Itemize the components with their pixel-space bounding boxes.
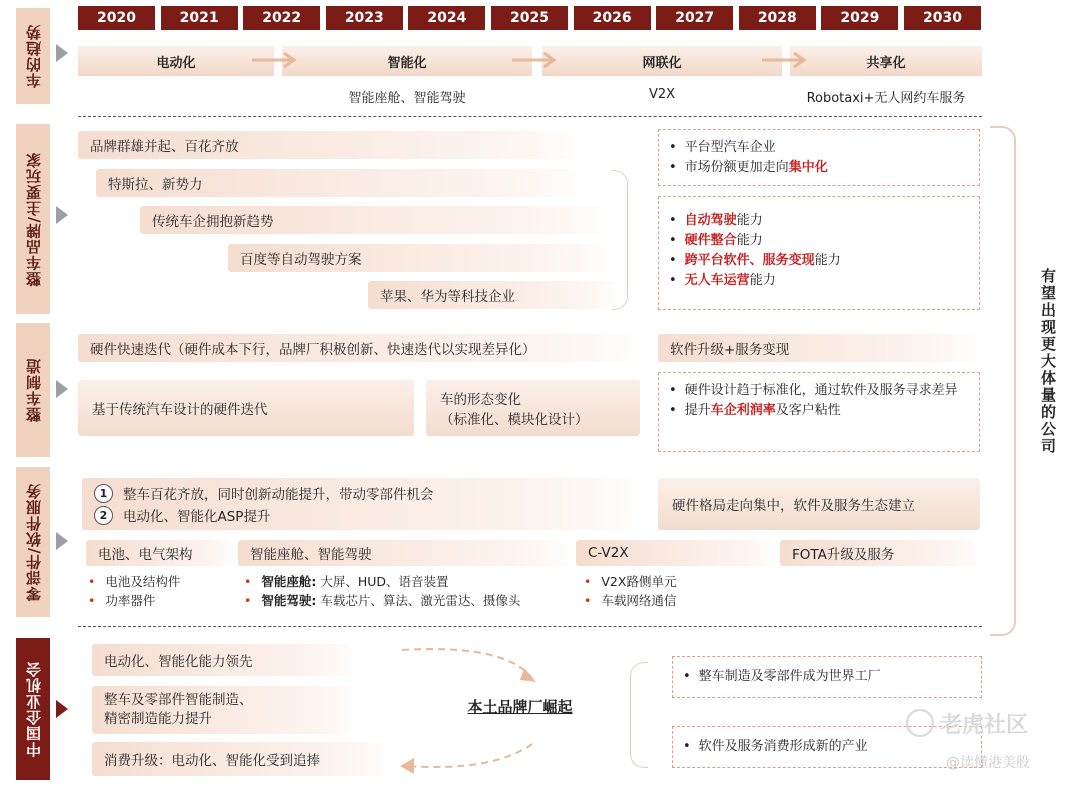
watermark-sub: @读懂港美股 [946, 755, 1030, 771]
arrow-right-icon [252, 53, 804, 67]
row-label-manufacturing: 整车制造 [16, 323, 50, 457]
china-left: 整车及零部件智能制造、 精密制造能力提升 [92, 686, 358, 734]
row-label-china: 中国企业机会 [16, 638, 50, 780]
trend-sub-intelligence: 智能座舱、智能驾驶 [348, 91, 466, 106]
arrow-icon [56, 532, 68, 550]
year-label: 2028 [739, 6, 816, 30]
manufacturing-right-bar: 软件升级+服务变现 [658, 334, 980, 362]
player-step: 特斯拉、新势力 [96, 169, 586, 197]
trend-stage-connectivity: 网联化 [542, 46, 782, 76]
parts-col3: • V2X路侧单元 • 车载网络通信 [584, 574, 677, 608]
stage-arrows [250, 50, 810, 72]
number-badge: 2 [94, 506, 113, 525]
year-label: 2030 [904, 6, 981, 30]
tiger-logo-icon [906, 709, 934, 737]
brace [612, 170, 628, 310]
watermark-logo: 老虎社区 [906, 708, 1066, 738]
year-label: 2022 [243, 6, 320, 30]
players-box-platform: • 平台型汽车企业 • 市场份额更加走向集中化 [658, 129, 980, 186]
row-label-trend: 车的趋势 [16, 8, 50, 104]
year-label: 2027 [656, 6, 733, 30]
china-left: 电动化、智能化能力领先 [92, 644, 358, 676]
year-label: 2021 [161, 6, 238, 30]
arrow-icon [56, 206, 68, 224]
row-label-parts: 零部件/软件服务 [16, 467, 50, 617]
parts-cat: 电池、电气架构 [86, 540, 236, 566]
china-right: • 整车制造及零部件成为世界工厂 [672, 656, 982, 698]
year-label: 2020 [78, 6, 155, 30]
year-label: 2023 [326, 6, 403, 30]
player-step: 品牌群雄并起、百花齐放 [78, 131, 583, 159]
trend-sub-sharing: Robotaxi+无人网约车服务 [806, 91, 966, 106]
brace [630, 662, 648, 768]
manufacturing-box: • 硬件设计趋于标准化，通过软件及服务寻求差异 • 提升车企利润率及客户粘性 [658, 372, 980, 452]
trend-stage-intelligence: 智能化 [282, 46, 532, 76]
year-label: 2026 [574, 6, 651, 30]
manufacturing-bar: 硬件快速迭代（硬件成本下行，品牌厂积极创新、快速迭代以实现差异化） [78, 334, 642, 362]
side-note: 有望出现更大体量的公司 [1039, 268, 1057, 455]
number-badge: 1 [94, 484, 113, 503]
china-left: 消费升级：电动化、智能化受到追捧 [92, 742, 392, 776]
divider [78, 116, 982, 117]
row-label-players: 整车品牌/主要玩家 [16, 124, 50, 314]
parts-col2: • 智能座舱: 大屏、HUD、语音装置 • 智能驾驶: 车载芯片、算法、激光雷达、摄像头 [244, 574, 521, 608]
parts-col1: • 电池及结构件 • 功率器件 [88, 574, 181, 608]
year-label: 2024 [408, 6, 485, 30]
china-center: 本土品牌厂崛起 [467, 698, 573, 716]
year-label: 2025 [491, 6, 568, 30]
arrow-icon [56, 44, 68, 62]
trend-stage-electrification: 电动化 [78, 46, 274, 76]
arrow-icon [56, 700, 68, 718]
parts-cat: C-V2X [576, 540, 776, 566]
manufacturing-mid: 车的形态变化 （标准化、模块化设计） [426, 380, 640, 436]
player-step: 传统车企拥抱新趋势 [140, 206, 610, 234]
trend-sub-connectivity: V2X [648, 87, 676, 102]
player-step: 百度等自动驾驶方案 [228, 244, 614, 272]
parts-cat: FOTA升级及服务 [780, 540, 980, 566]
china-right: • 软件及服务消费形成新的产业 [672, 726, 982, 768]
manufacturing-left: 基于传统汽车设计的硬件迭代 [78, 380, 414, 436]
player-step: 苹果、华为等科技企业 [368, 281, 620, 309]
players-box-capabilities: • 自动驾驶能力 • 硬件整合能力 • 跨平台软件、服务变现能力 • 无人车运营能力 [658, 196, 980, 310]
arrow-icon [56, 380, 68, 398]
arrowhead-icon [400, 668, 536, 774]
parts-drivers: 1 整车百花齐放，同时创新动能提升，带动零部件机会 2 电动化、智能化ASP提升 [82, 478, 642, 530]
parts-right: 硬件格局走向集中，软件及服务生态建立 [658, 478, 980, 530]
parts-cat: 智能座舱、智能驾驶 [238, 540, 572, 566]
trend-stage-sharing: 共享化 [790, 46, 982, 76]
divider [78, 626, 982, 627]
big-brace [990, 126, 1016, 636]
year-label: 2029 [821, 6, 898, 30]
